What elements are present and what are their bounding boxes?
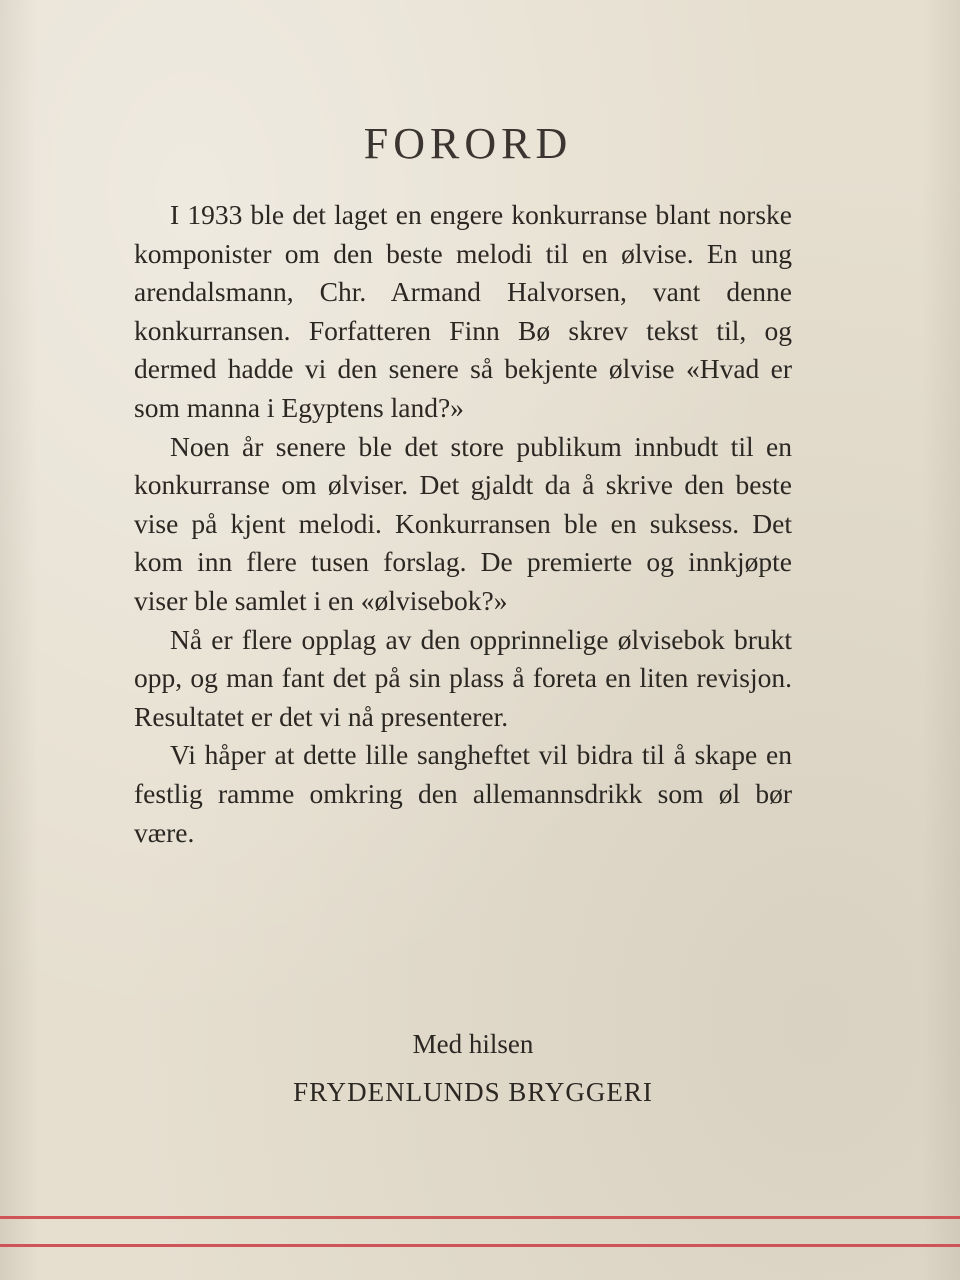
signature: FRYDENLUNDS BRYGGERI — [293, 1077, 653, 1107]
paragraph-2: Noen år senere ble det store publikum innbudt til en konkurranse om ølviser. Det gjaldt da å skrive den beste vise på kjent melodi. Konkurransen ble en suksess. Det kom inn flere tusen forslag. De premierte og innkjøpte viser ble samlet i en «ølvisebok?» — [134, 430, 792, 616]
border-rule-lower — [0, 1244, 960, 1247]
paragraph-4: Vi håper at dette lille sangheftet vil bidra til å skape en festlig ramme omkring den allemannsdrikk som øl bør være. — [134, 739, 792, 848]
border-rule-upper — [0, 1216, 960, 1219]
foreword-body — [134, 196, 792, 852]
page-heading: FORORD — [363, 119, 573, 168]
greeting: Med hilsen — [412, 1029, 534, 1059]
paragraph-1: I 1933 ble det laget en engere konkurranse blant norske komponister om den beste melodi til en ølvise. En ung arendalsmann, Chr. Armand Halvorsen, vant denne konkurransen. Forfatteren Finn Bø skrev tekst til, og dermed hadde vi den senere så bekjente ølvise «Hvad er som manna i Egyptens land?» — [134, 199, 792, 423]
paragraph-3: Nå er flere opplag av den opprinnelige ølvisebok brukt opp, og man fant det på sin plass å foreta en liten revisjon. Resultatet er det vi nå presenterer. — [134, 623, 792, 732]
closing-block — [0, 1024, 946, 1112]
